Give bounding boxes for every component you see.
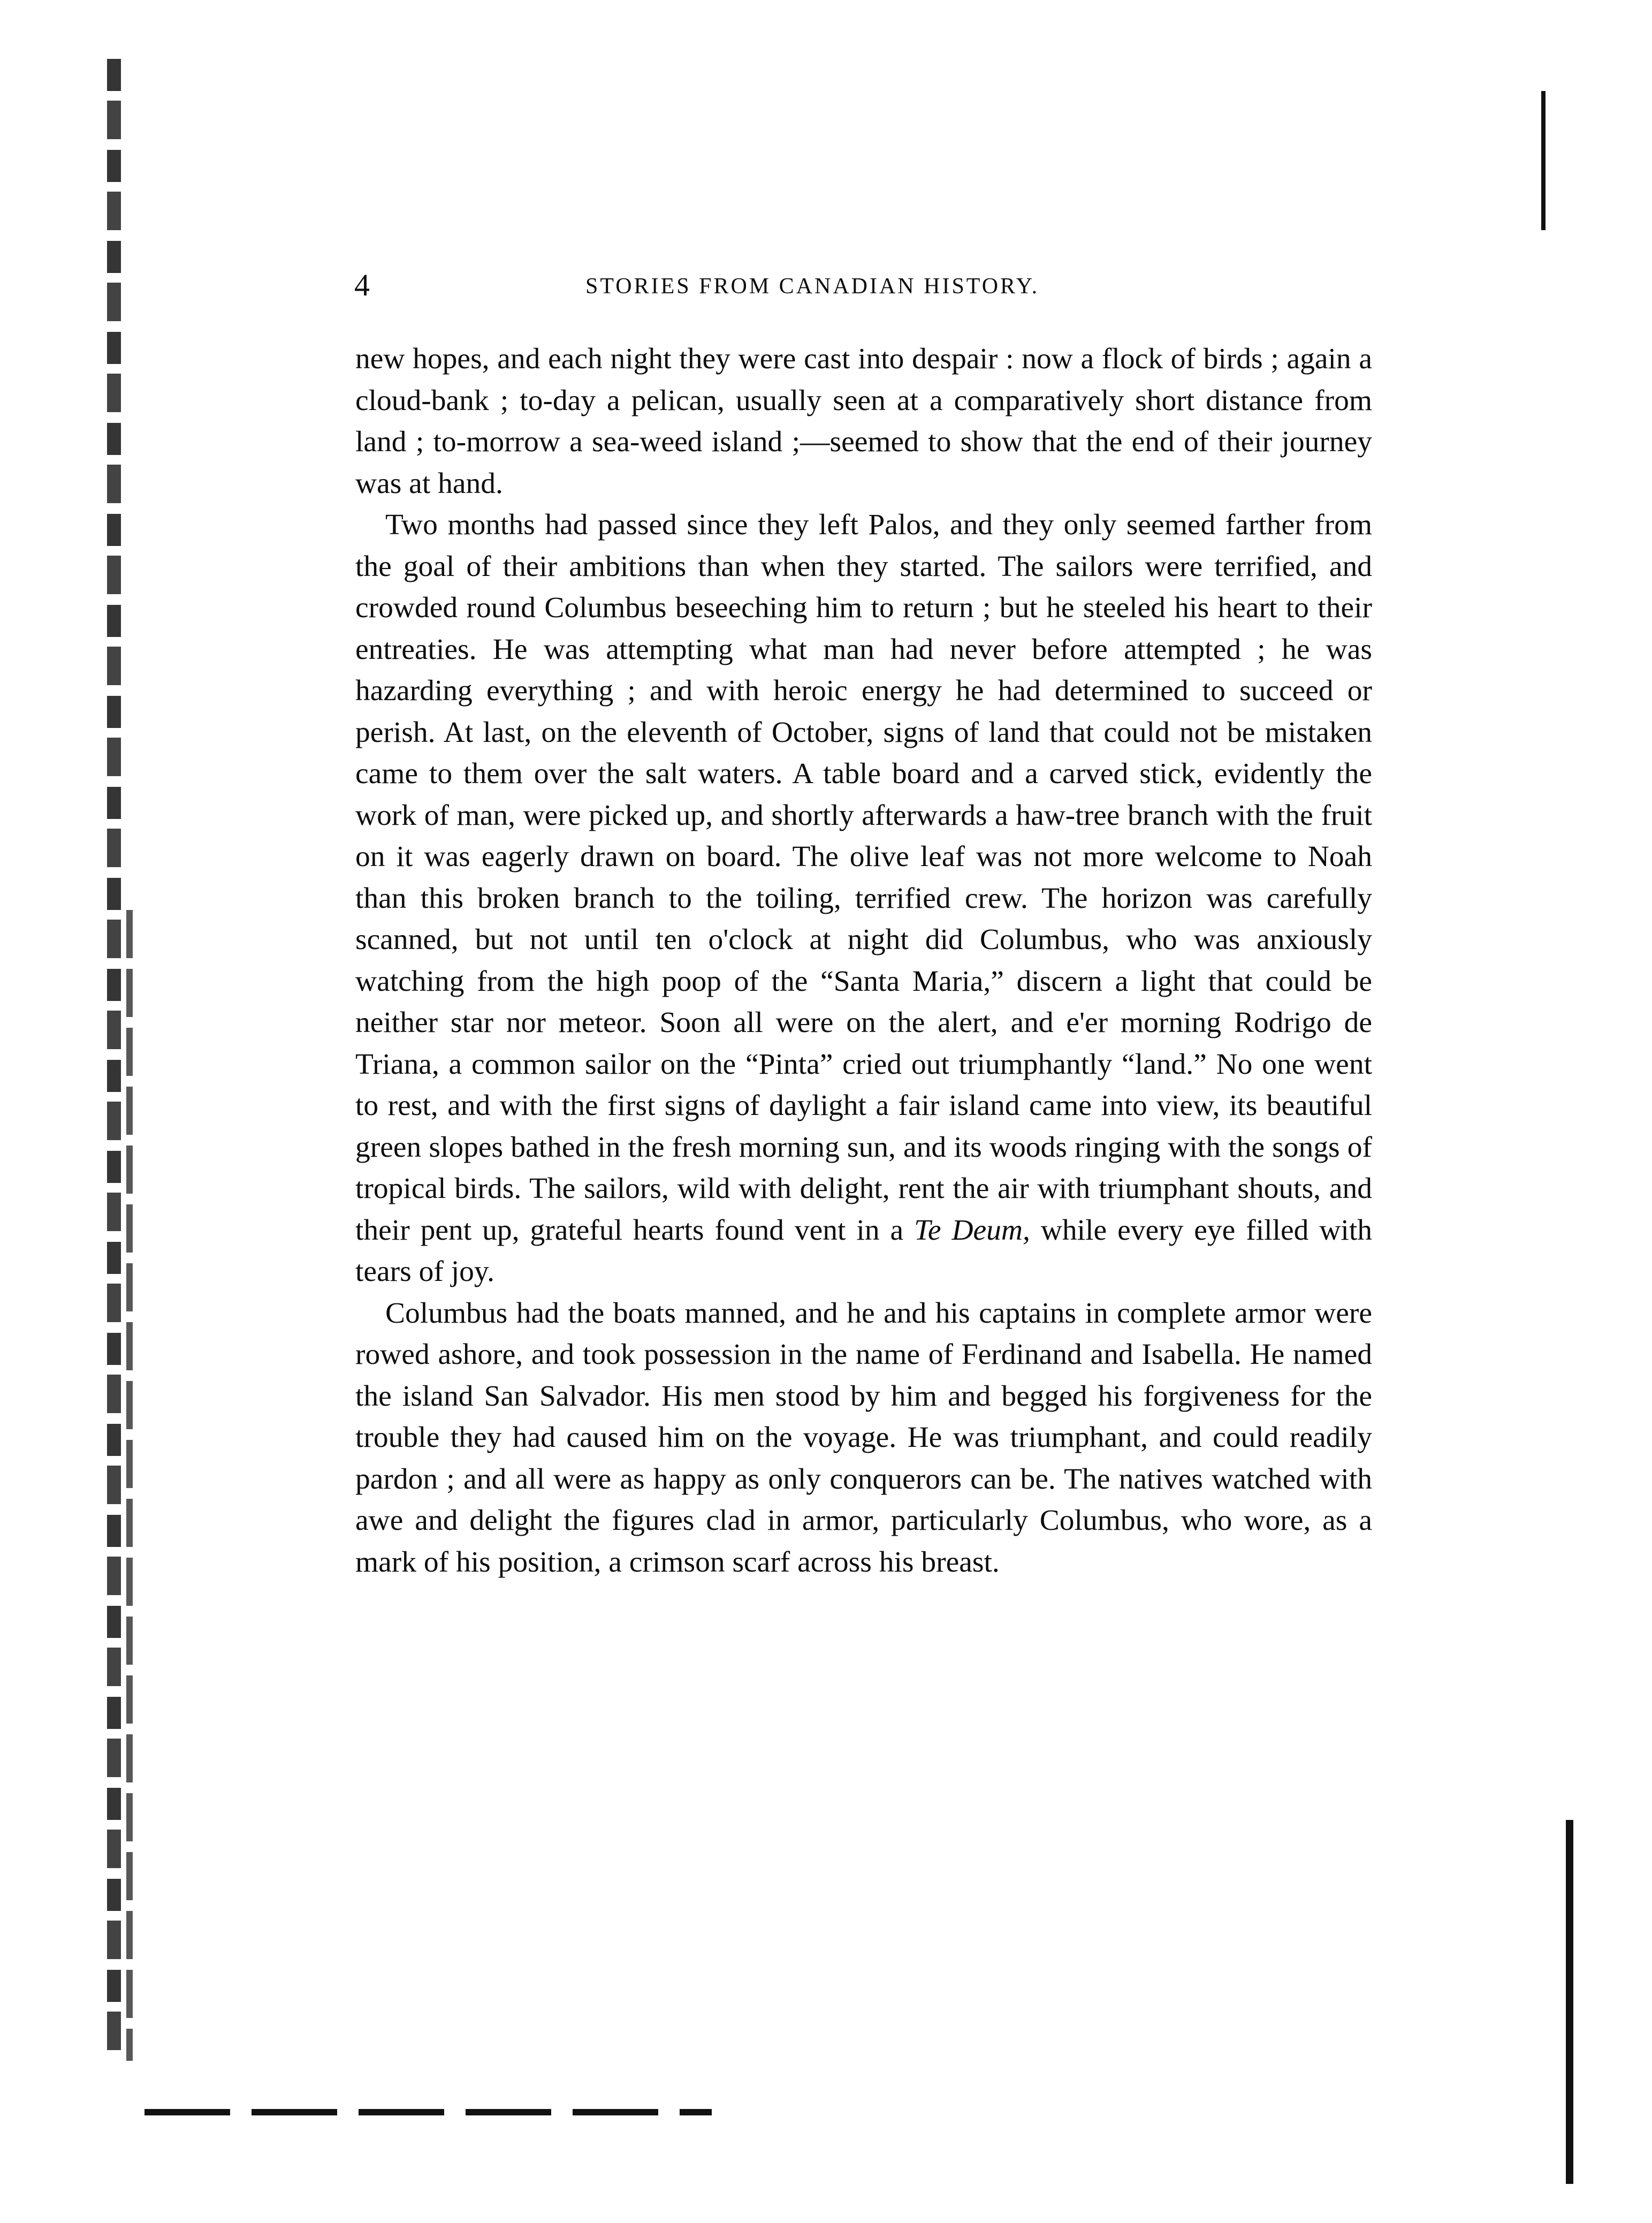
body-text <box>355 338 1372 1583</box>
paragraph: new hopes, and each night they were cast into despair : now a flock of birds ; again a cloud-bank ; to-day a pelican, usually seen at a comparatively short distance from land ; to-morrow a sea-weed island ;—seemed to show that the end of their journey was at hand. <box>355 343 1372 500</box>
scan-binding-shadow <box>107 59 121 2050</box>
paragraph-text: Two months had passed since they left Palos, and they only seemed farther from the goal of their ambitions than when they started. The sailors were terrified, and crowded round Columbus beseeching him to return ; but he steeled his heart to their entreaties. He was attempting what man had never before attempted ; he was hazarding everything ; and with heroic energy he had determined to succeed or perish. At last, on the eleventh of October, signs of land that could not be mistaken came to them over the salt waters. A table board and a carved stick, evidently the work of man, were picked up, and shortly afterwards a haw-tree branch with the fruit on it was eagerly drawn on board. The olive leaf was not more welcome to Noah than this broken branch to the toiling, terrified crew. The horizon was carefully scanned, but not until ten o'clock at night did Columbus, who was anxiously watching from the high poop of the “Santa Maria,” discern a light that could be neither star nor meteor. Soon all were on the alert, and e'er morning Rodrigo de Triana, a common sailor on the “Pinta” cried out triumphantly “land.” No one went to rest, and with the first signs of daylight a fair island came into view, its beautiful green slopes bathed in the fresh morning sun, and its woods ringing with the songs of tropical birds. The sailors, wild with delight, rent the air with triumphant shouts, and their pent up, grateful hearts found vent in a <box>355 509 1372 1247</box>
running-head: STORIES FROM CANADIAN HISTORY. <box>585 274 1040 299</box>
scan-binding-shadow <box>126 910 133 2061</box>
scan-edge-mark <box>1566 1820 1573 2184</box>
scan-edge-mark <box>144 2109 712 2115</box>
page-header <box>354 267 1136 304</box>
italic-phrase: Te Deum, <box>914 1213 1030 1247</box>
page-number: 4 <box>354 268 370 302</box>
paragraph: Columbus had the boats manned, and he and his captains in complete armor were rowed ashore, and took possession in the name of Ferdinand and Isabella. He named the island San Salvador. His men stood by him and begged his forgiveness for the trouble they had caused him on the voyage. He was triumphant, and could readily pardon ; and all were as happy as only conquerors can be. The natives watched with awe and delight the figures clad in armor, particularly Columbus, who wore, as a mark of his position, a crimson scarf across his breast. <box>355 1296 1372 1579</box>
scan-edge-mark <box>1541 91 1546 230</box>
paragraph-text: while every eye filled with tears of joy. <box>355 1213 1372 1288</box>
paragraph <box>355 504 1372 1293</box>
